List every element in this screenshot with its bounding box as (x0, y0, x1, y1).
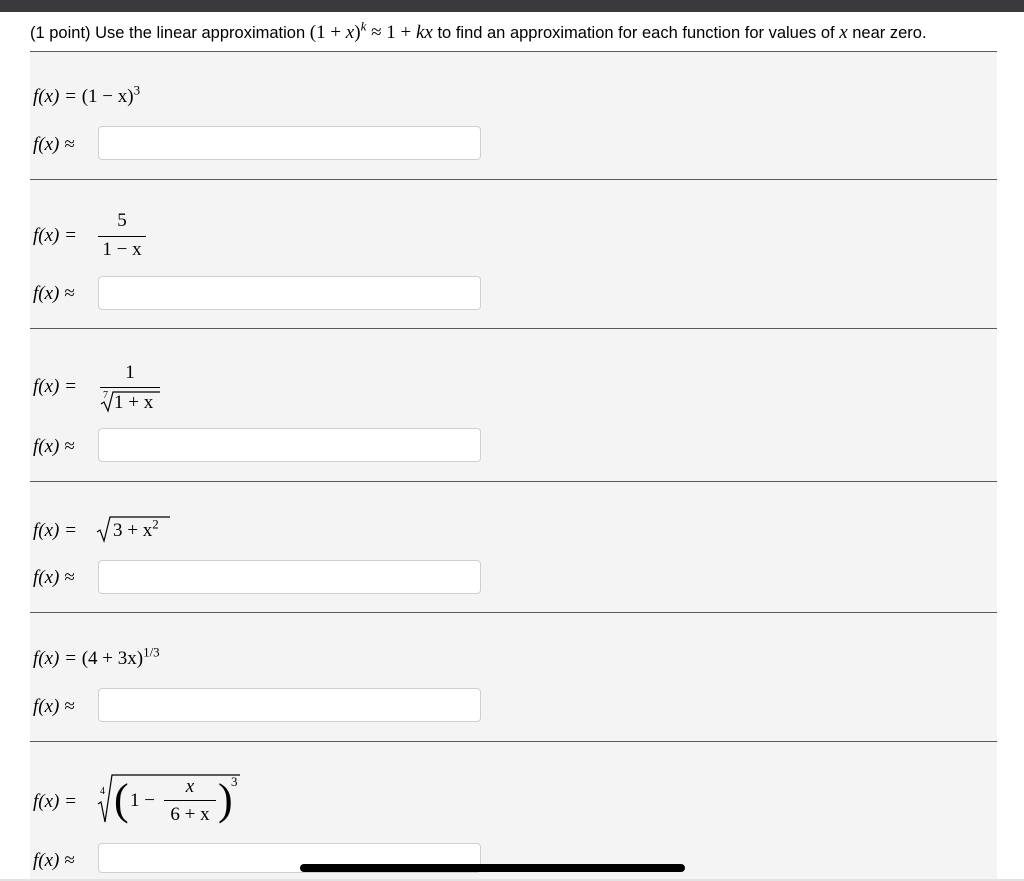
answer-input-1[interactable] (98, 126, 481, 160)
formula-open: (1 + (309, 22, 346, 43)
function-6-root-index: 4 (100, 786, 105, 797)
variable-x: x (839, 22, 848, 43)
formula-kx: kx (416, 22, 433, 43)
instructions-middle: to find an approximation for each function for values of (437, 24, 835, 42)
function-6-radical (94, 772, 244, 828)
function-1 (33, 82, 141, 108)
answer-input-2[interactable] (98, 276, 481, 310)
formula-x: x (345, 22, 355, 43)
answer-input-5[interactable] (98, 688, 481, 722)
problem-instructions (30, 20, 996, 50)
function-2-numerator: 5 (117, 210, 127, 231)
approx-label-1: f(x) ≈ (33, 134, 75, 155)
function-6-left-paren: ( (114, 775, 129, 824)
answer-input-4[interactable] (98, 560, 481, 594)
divider-4 (30, 612, 997, 613)
function-3-radical (100, 390, 162, 414)
function-3-numerator: 1 (125, 362, 135, 383)
function-6-inner-numerator: x (185, 776, 195, 797)
function-4-radical (96, 514, 176, 544)
divider-5 (30, 741, 997, 742)
function-4-lhs: f(x) = (33, 520, 77, 541)
function-3-fraction-bar (100, 387, 160, 388)
problem-panel (30, 51, 997, 881)
function-2-lhs: f(x) = (33, 225, 77, 246)
divider-2 (30, 328, 997, 329)
function-3-radicand: 1 + x (114, 392, 154, 413)
function-2-fraction-bar (98, 236, 146, 237)
approx-label-2: f(x) ≈ (33, 283, 75, 304)
function-6-lhs: f(x) = (33, 791, 77, 812)
approx-label-5: f(x) ≈ (33, 696, 75, 717)
function-5 (33, 644, 160, 670)
function-2-denominator: 1 − x (102, 239, 142, 260)
approx-label-6: f(x) ≈ (33, 850, 75, 871)
function-5-base: (4 + 3x) (81, 648, 144, 669)
divider-3 (30, 481, 997, 482)
function-1-exponent: 3 (133, 82, 141, 98)
function-1-base: (1 − x) (81, 86, 134, 107)
function-6-inner-one: 1 − (130, 790, 155, 811)
formula-close: ) (354, 22, 361, 43)
function-6-inner-denominator: 6 + x (170, 804, 210, 825)
header-divider (30, 51, 997, 52)
function-1-lhs: f(x) = (33, 86, 82, 107)
function-3-lhs: f(x) = (33, 376, 77, 397)
linear-approximation-formula (309, 18, 433, 43)
approx-label-4: f(x) ≈ (33, 567, 75, 588)
home-indicator[interactable] (300, 864, 685, 872)
function-6-right-paren: ) (218, 775, 233, 824)
instructions-suffix: near zero. (852, 24, 927, 42)
function-4-radicand: $3 + x^2$ (113, 516, 159, 541)
function-5-exponent: 1/3 (143, 644, 160, 660)
function-3-root-index: 7 (103, 390, 108, 401)
answer-input-3[interactable] (98, 428, 481, 462)
divider-1 (30, 179, 997, 180)
formula-approx: ≈ 1 + (366, 22, 416, 43)
formula-k: k (360, 18, 367, 34)
function-5-lhs: f(x) = (33, 648, 82, 669)
function-6-inner-fraction-bar (164, 800, 216, 801)
function-6-exponent: 3 (231, 774, 238, 789)
top-bar (0, 0, 1024, 12)
instructions-prefix: (1 point) Use the linear approximation (30, 24, 306, 42)
approx-label-3: f(x) ≈ (33, 436, 75, 457)
